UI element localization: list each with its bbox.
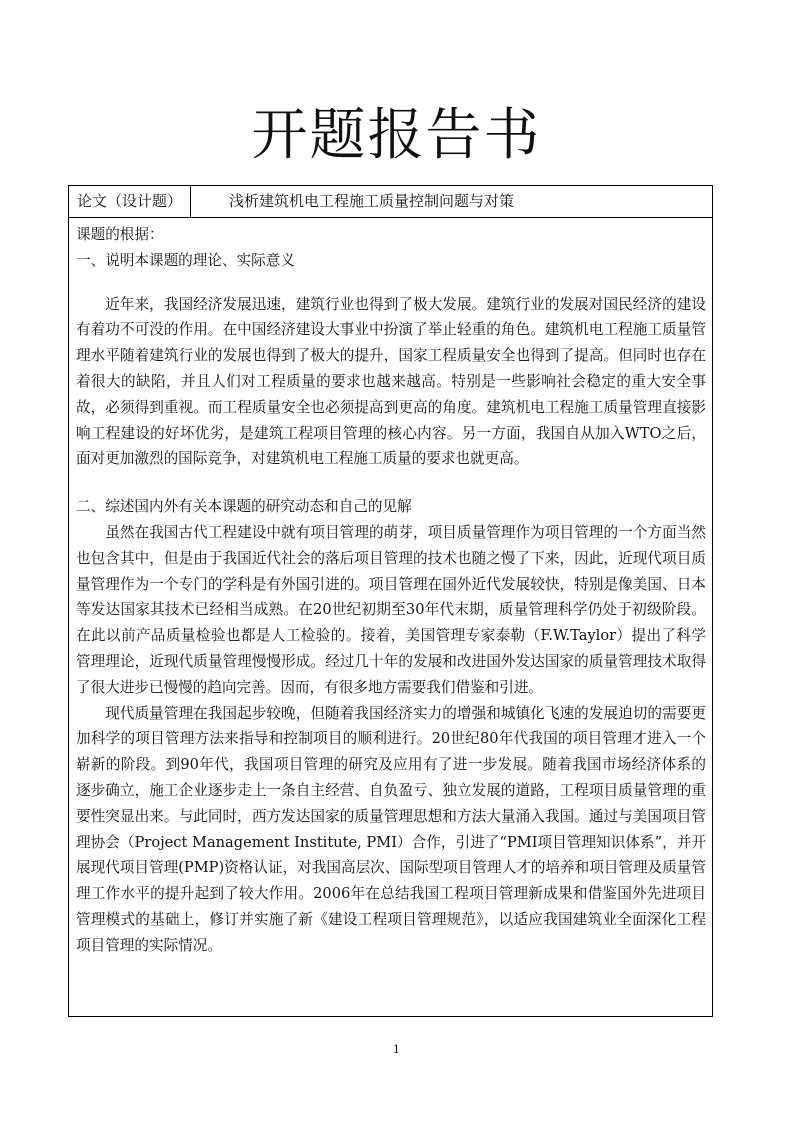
basis-label: 课题的根据： bbox=[76, 226, 164, 243]
page-title: 开题报告书 bbox=[251, 103, 542, 168]
spacer bbox=[76, 274, 706, 292]
section1-heading: 一、说明本课题的理论、实际意义 bbox=[76, 251, 295, 269]
spacer bbox=[76, 472, 706, 494]
section2-paragraph-1: 虽然在我国古代工程建设中就有项目管理的萌芽，项目质量管理作为项目管理的一个方面当然也包含其中，但是由于我国近代社会的落后项目管理的技术也随之慢了下来，因此，近现代项目质量管理作为一个专门的学科是有外国引进的。项目管理在国外近代发展较快，特别是像美国、日本等发达国家其技术已经相当成熟。在20世纪初期至30年代末期，质量管理科学仍处于初级阶段。在此以前产品质量检验也都是人工检验的。接着，美国管理专家泰勒（F.W.Taylor）提出了科学管理理论，近现代质量管理慢慢形成。经过几十年的发展和改进国外发达国家的质量管理技术取得了很大进步已慢慢的趋向完善。因而，有很多地方需要我们借鉴和引进。 bbox=[76, 523, 706, 696]
section2-heading: 二、综述国内外有关本课题的研究动态和自己的见解 bbox=[76, 498, 412, 516]
content-cell bbox=[69, 218, 712, 959]
section2-paragraph-2: 现代质量管理在我国起步较晚，但随着我国经济实力的增强和城镇化飞速的发展迫切的需要更加科学的项目管理方法来指导和控制项目的顺利进行。20世纪80年代我国的项目管理才进入一个崭新的阶段。到90年代，我国项目管理的研究及应用有了进一步发展。随着我国市场经济体系的逐步确立，施工企业逐步走上一条自主经营、自负盈亏、独立发展的道路，工程项目质量管理的重要性突显出来。与此同时，西方发达国家的质量管理思想和方法大量涌入我国。通过与美国项目管理协会（Project Management Institute, PMI）合作，引进了“PMI项目管理知识体系”，并开展现代项目管理(PMP)资格认证，对我国高层次、国际型项目管理人才的培养和项目管理及质量管理工作水平的提升起到了较大作用。2006年在总结我国工程项目管理新成果和借鉴国外先进项目管理模式的基础上，修订并实施了新《建设工程项目管理规范》，以适应我国建筑业全面深化工程项目管理的实际情况。 bbox=[76, 704, 706, 954]
topic-value: 浅析建筑机电工程施工质量控制问题与对策 bbox=[229, 192, 515, 210]
proposal-table bbox=[68, 185, 713, 1017]
topic-label: 论文（设计题） bbox=[69, 186, 191, 217]
section1-paragraph: 近年来，我国经济发展迅速，建筑行业也得到了极大发展。建筑行业的发展对国民经济的建设有着功不可没的作用。在中国经济建设大事业中扮演了举止轻重的角色。建筑机电工程施工质量管理水平随着建筑行业的发展也得到了极大的提升，国家工程质量安全也得到了提高。但同时也存在着很大的缺陷，并且人们对工程质量的要求也越来越高。特别是一些影响社会稳定的重大安全事故，必须得到重视。而工程质量安全也必须提高到更高的角度。建筑机电工程施工质量管理直接影响工程建设的好坏优劣，是建筑工程项目管理的核心内容。另一方面，我国自从加入WTO之后，面对更加激烈的国际竞争，对建筑机电工程施工质量的要求也就更高。 bbox=[76, 295, 706, 468]
page-number: 1 bbox=[393, 1043, 400, 1056]
topic-row bbox=[69, 186, 712, 218]
